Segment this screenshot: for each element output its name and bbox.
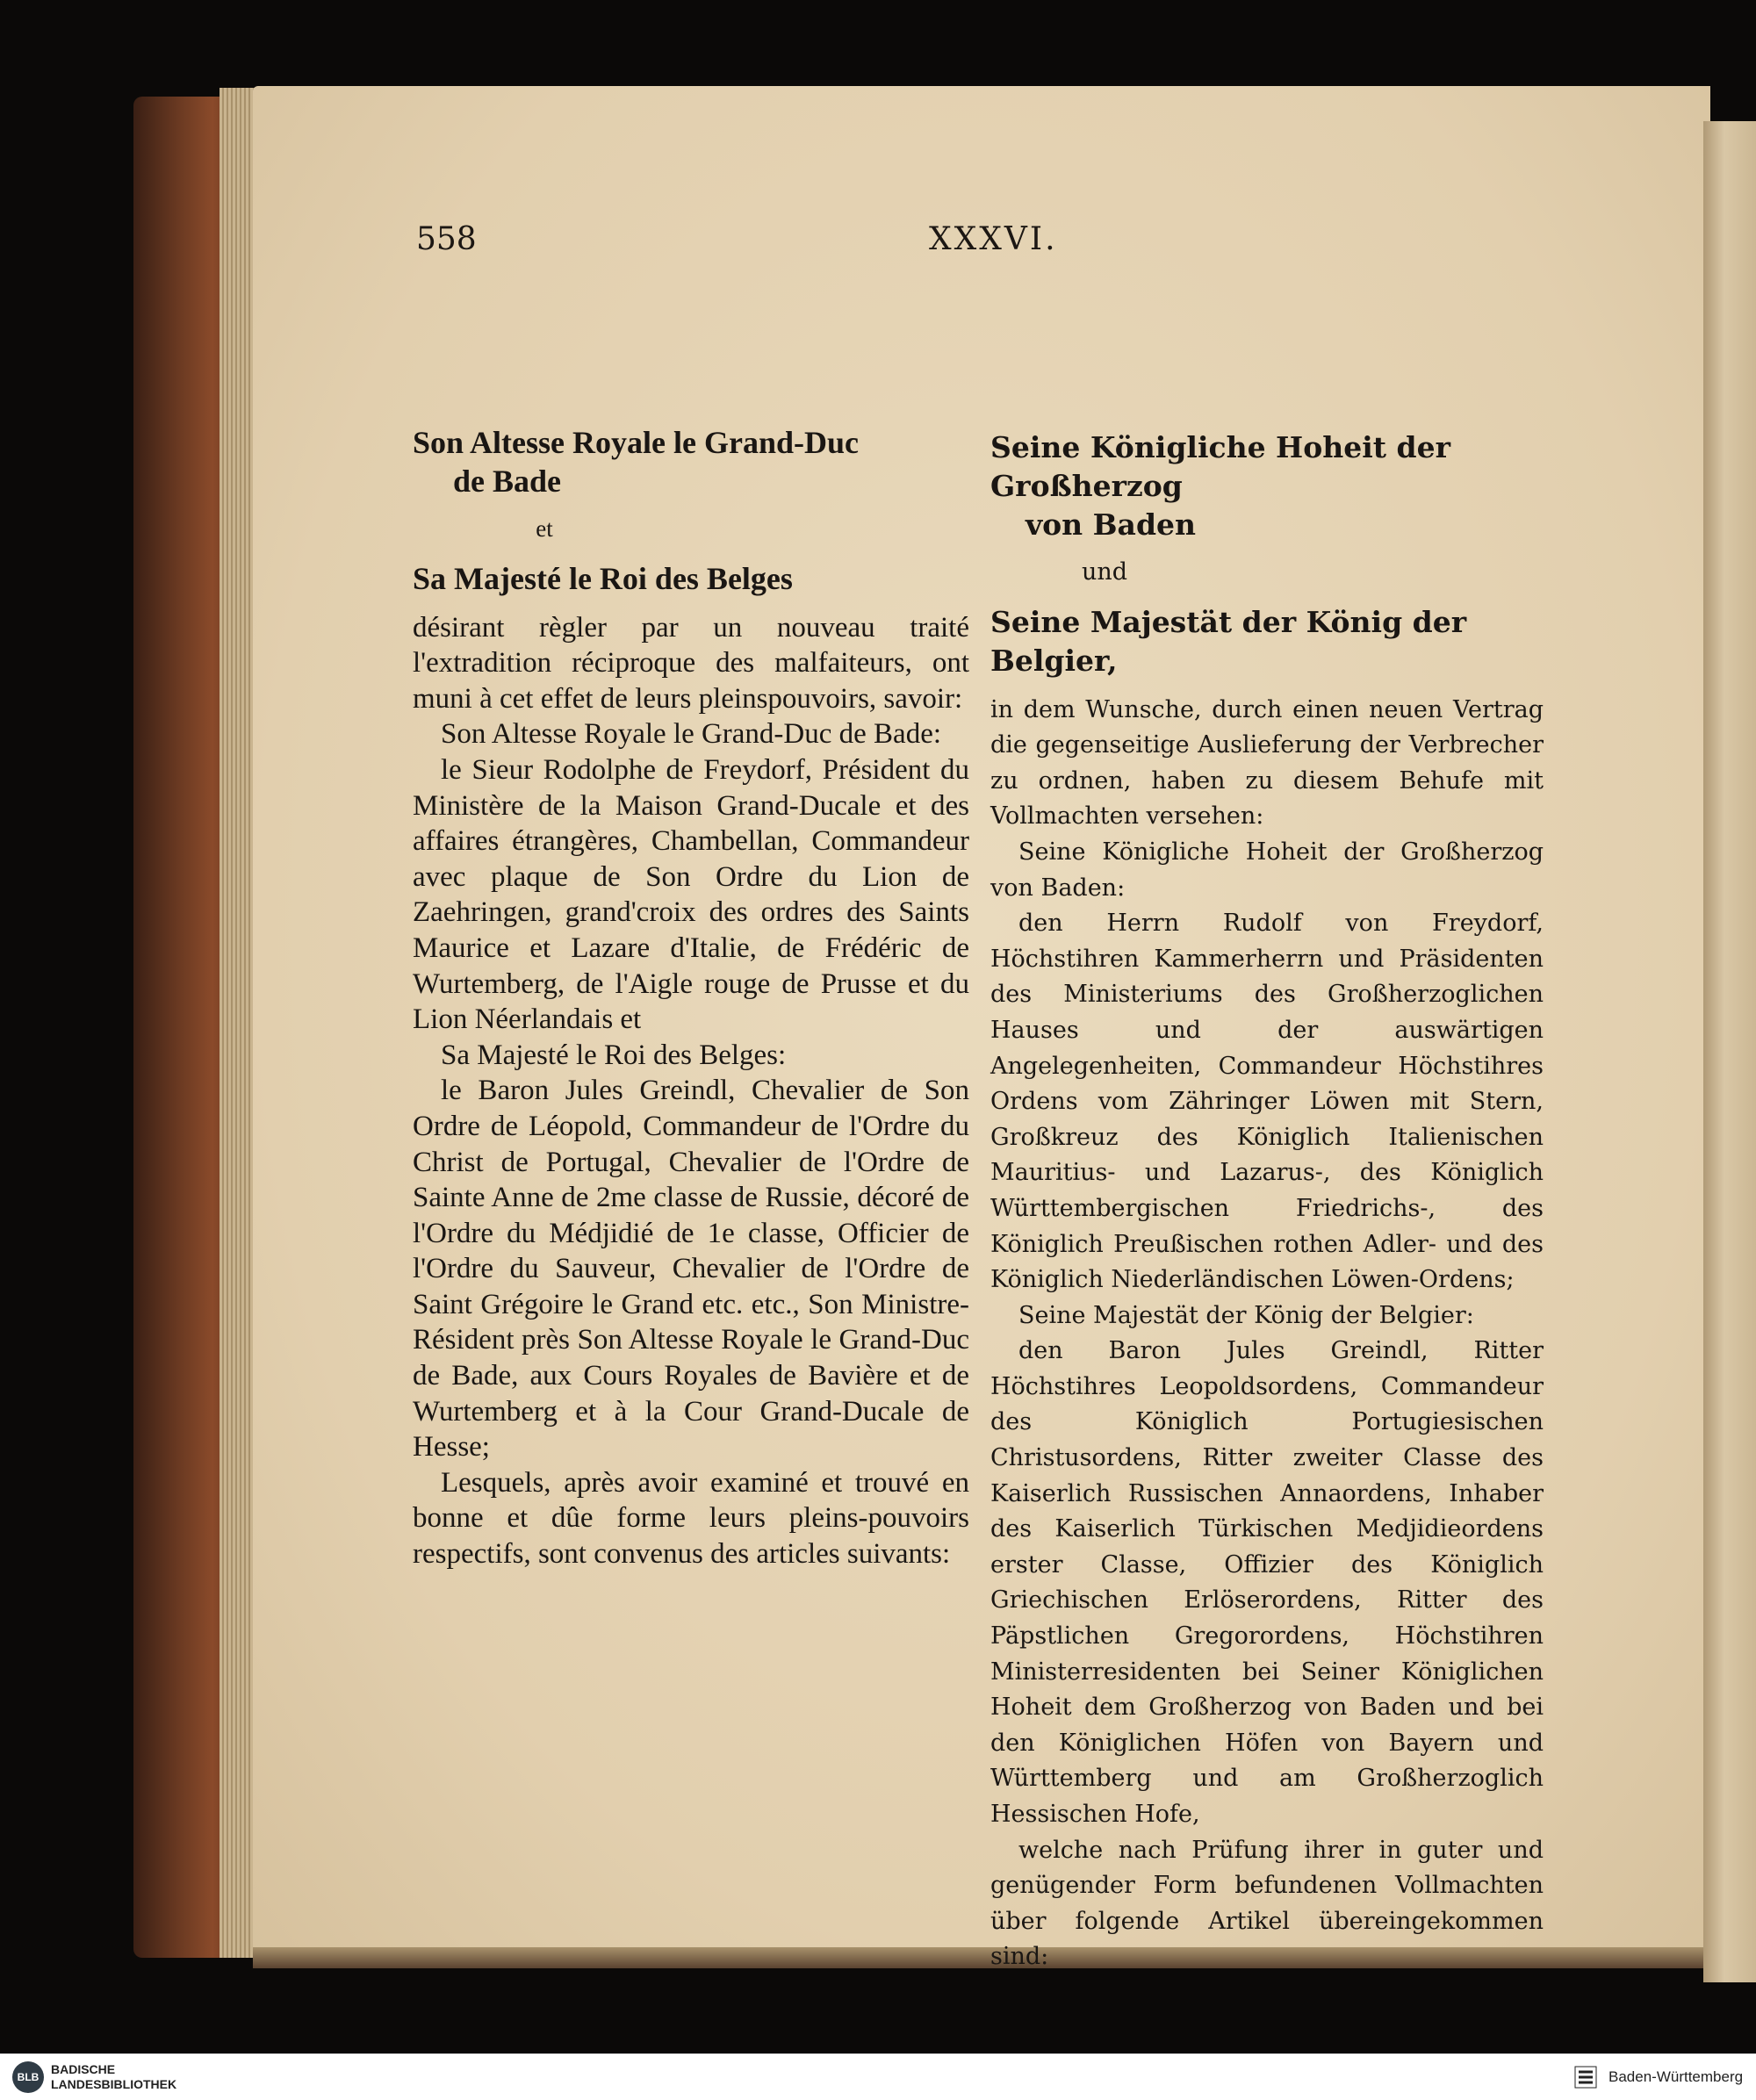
right-title-1: Seine Königliche Hoheit der Großherzog: [990, 430, 1450, 503]
left-para-4: Sa Majesté le Roi des Belges:: [441, 1039, 787, 1071]
blb-label-line2: LANDESBIBLIOTHEK: [51, 2077, 177, 2091]
right-para-1: in dem Wunsche, durch einen neuen Vertrag die gegenseitige Auslieferung der Verbrecher zu ordnen, haben zu diesem Behufe mit Vollmachten versehen:: [990, 695, 1544, 831]
baden-wuerttemberg-label[interactable]: Baden-Württemberg: [1608, 2068, 1744, 2085]
right-para-3: den Herrn Rudolf von Freydorf, Höchstihren Kammerherrn und Präsidenten des Ministeriums des Großherzoglichen Hauses und der auswärtigen Angelegenheiten, Commandeur Höchstihres Ordens vom Zähringer Löwen mit Stern, Großkreuz des Königlich Italienischen Mauritius- und Lazarus-, des Königlich Württembergischen Friedrichs-, des Königlich Preußischen rothen Adler- und des Königlich Niederländischen Löwen-Ordens;: [990, 910, 1544, 1294]
facing-page-edge: [1703, 121, 1756, 1982]
german-column: [990, 428, 1544, 1975]
running-title: XXXVI.: [929, 221, 1058, 257]
french-column: [413, 423, 969, 1572]
blb-label[interactable]: [51, 2062, 176, 2092]
viewer-footer: [0, 2053, 1756, 2100]
baden-wuerttemberg-crest-icon[interactable]: [1572, 2063, 1600, 2091]
left-title-2: Sa Majesté le Roi des Belges: [413, 560, 793, 596]
right-para-5: den Baron Jules Greindl, Ritter Höchstihres Leopoldsordens, Commandeur des Königlich Portugiesischen Christusordens, Ritter zweiter Classe des Kaiserlich Russischen Annaordens, Inhaber des Kaiserlich Türkischen Medjidieordens erster Classe, Offizier des Königlich Griechischen Erlöserordens, Ritter des Päpstlichen Gregorordens, Höchstihren Ministerresidenten bei Seiner Königlichen Hoheit dem Großherzog von Baden und bei den Königlichen Höfen von Bayern und Württemberg und am Großherzoglich Hessischen Hofe,: [990, 1337, 1544, 1828]
left-title-1: Son Altesse Royale le Grand-Duc: [413, 425, 859, 460]
right-title-2: Seine Majestät der König der Belgier,: [990, 604, 1467, 678]
blb-logo[interactable]: BLB: [12, 2061, 44, 2093]
left-para-6: Lesquels, après avoir examiné et trouvé en bonne et dûe forme leurs pleins-pouvoirs respectifs, sont convenus des articles suivants:: [413, 1466, 969, 1571]
left-para-2: Son Altesse Royale le Grand-Duc de Bade:: [441, 718, 942, 751]
left-title-1b: de Bade: [453, 464, 562, 499]
left-para-1: désirant règler par un nouveau traité l'extradition réciproque des malfaiteurs, ont muni à cet effet de leurs pleinspouvoirs, savoir:: [413, 611, 969, 715]
right-conjunction: und: [1081, 558, 1128, 586]
page-number: 558: [416, 221, 477, 257]
left-para-5: le Baron Jules Greindl, Chevalier de Son Ordre de Léopold, Commandeur de l'Ordre du Christ de Portugal, Chevalier de l'Ordre de Sainte Anne de 2me classe de Russie, décoré de l'Ordre du Médjidié de 1e classe, Officier de l'Ordre du Sauveur, Chevalier de l'Ordre de Saint Grégoire le Grand etc. etc., Son Ministre-Résident près Son Altesse Royale le Grand-Duc de Bade, aux Cours Royales de Bavière et de Wurtemberg et à la Cour Grand-Ducale de Hesse;: [413, 1075, 969, 1464]
left-para-3: le Sieur Rodolphe de Freydorf, Président du Ministère de la Maison Grand-Ducale et des affaires étrangères, Chambellan, Commandeur avec plaque de Son Ordre du Lion de Zaehringen, grand'croix des ordres des Saints Maurice et Lazare d'Italie, de Frédéric de Wurtemberg, de l'Aigle rouge de Prusse et du Lion Néerlandais et: [413, 753, 969, 1036]
right-para-4: Seine Majestät der König der Belgier:: [1018, 1301, 1474, 1329]
blb-label-line1: BADISCHE: [51, 2062, 116, 2076]
right-para-6: welche nach Prüfung ihrer in guter und genügender Form befundenen Vollmachten über folgende Artikel übereingekommen sind:: [990, 1836, 1544, 1971]
right-para-2: Seine Königliche Hoheit der Großherzog von Baden:: [990, 838, 1544, 902]
left-conjunction: et: [536, 515, 553, 542]
right-title-1b: von Baden: [1026, 507, 1197, 542]
